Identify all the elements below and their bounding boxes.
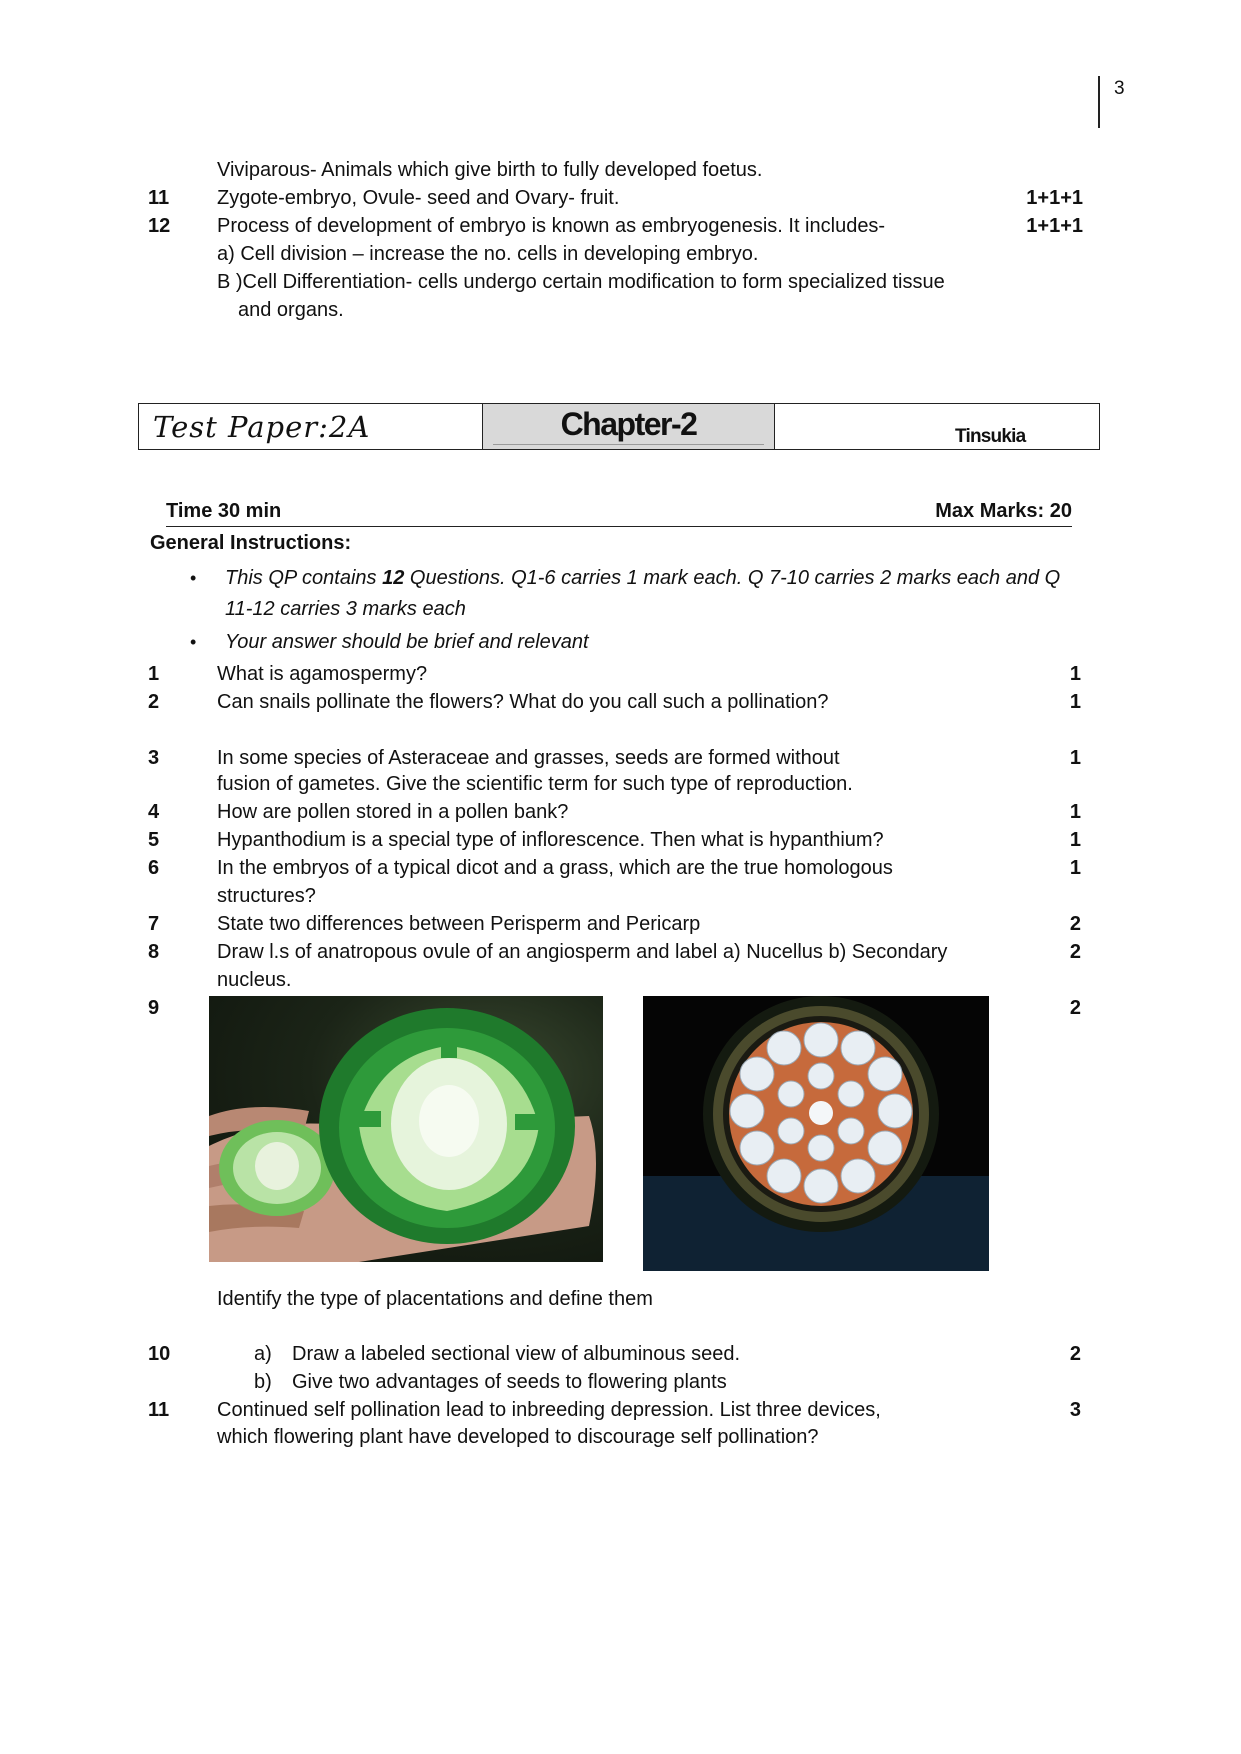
instruction-item	[0, 564, 1241, 592]
sub-question-text: Draw a labeled sectional view of albuminous seed.	[292, 1343, 741, 1365]
question-text: structures?	[217, 885, 316, 907]
instruction-item	[0, 628, 1241, 656]
question-text: fusion of gametes. Give the scientific term for such type of reproduction.	[217, 773, 853, 795]
question-row	[0, 688, 1241, 716]
sub-question-label: a)	[254, 1343, 272, 1365]
question-number: 9	[148, 997, 160, 1019]
question-row	[0, 1396, 1241, 1424]
question-marks: 2	[1069, 1343, 1081, 1365]
bullet-icon: •	[190, 568, 197, 588]
question-row	[0, 910, 1241, 938]
answer-text: and organs.	[238, 299, 344, 321]
test-paper-title: Test Paper:2A	[153, 410, 371, 444]
time-label: Time 30 min	[166, 500, 282, 522]
question-text: which flowering plant have developed to discourage self pollination?	[217, 1426, 819, 1448]
answer-line	[0, 156, 1241, 184]
ovary-cross-section-image	[643, 996, 989, 1271]
instruction-text-part: Questions. Q1-6 carries 1 mark each. Q 7-10 carries 2 marks each and Q	[404, 567, 1061, 589]
question-text: In some species of Asteraceae and grasses, seeds are formed without	[217, 747, 840, 769]
question-text: Continued self pollination lead to inbreeding depression. List three devices,	[217, 1399, 881, 1421]
question-number: 6	[148, 857, 160, 879]
test-paper-header	[138, 403, 1100, 450]
answer-text: Process of development of embryo is known as embryogenesis. It includes-	[217, 215, 886, 237]
page-number: 3	[1114, 78, 1125, 99]
question-line	[0, 1368, 1241, 1396]
question-number: 4	[148, 801, 160, 823]
chapter-title: Chapter-2	[560, 406, 697, 442]
question-marks: 1	[1069, 857, 1081, 879]
question-text: Draw l.s of anatropous ovule of an angiosperm and label a) Nucellus b) Secondary	[217, 941, 948, 963]
question-row	[0, 938, 1241, 966]
answer-text: Viviparous- Animals which give birth to fully developed foetus.	[217, 159, 763, 181]
answer-marks: 1+1+1	[1026, 187, 1083, 209]
location-label: Tinsukia	[955, 426, 1026, 447]
answer-line	[0, 240, 1241, 268]
question-marks: 2	[1069, 941, 1081, 963]
question-marks: 2	[1069, 997, 1081, 1019]
question-row	[0, 826, 1241, 854]
question-number: 11	[148, 1399, 170, 1421]
page-number-rule	[1098, 76, 1100, 128]
question-row	[0, 660, 1241, 688]
general-instructions-heading: General Instructions:	[150, 532, 352, 554]
question-number: 2	[148, 691, 160, 713]
pepper-cross-section-image	[209, 996, 603, 1262]
answer-text: B )Cell Differentiation- cells undergo certain modification to form specialized tissue	[217, 271, 945, 293]
question-text: Identify the type of placentations and define them	[217, 1288, 653, 1310]
pepper-illustration	[209, 996, 603, 1262]
header-cell-title	[139, 404, 483, 449]
question-text: How are pollen stored in a pollen bank?	[217, 801, 569, 823]
question-marks: 1	[1069, 691, 1081, 713]
time-marks-row	[166, 500, 1072, 527]
question-text: What is agamospermy?	[217, 663, 428, 685]
header-cell-location	[775, 404, 1099, 449]
answer-line	[0, 296, 1241, 324]
instruction-line	[0, 595, 1241, 623]
question-text: Can snails pollinate the flowers? What do you call such a pollination?	[217, 691, 829, 713]
answer-row	[0, 212, 1241, 240]
question-line	[0, 770, 1241, 798]
question-number: 10	[148, 1343, 171, 1365]
question-text: Hypanthodium is a special type of inflorescence. Then what is hypanthium?	[217, 829, 884, 851]
instruction-text	[225, 564, 1060, 592]
question-row	[0, 994, 1241, 1022]
answer-text: a) Cell division – increase the no. cells in developing embryo.	[217, 243, 759, 265]
question-row	[0, 744, 1241, 772]
question-number: 5	[148, 829, 160, 851]
max-marks-label: Max Marks: 20	[935, 500, 1072, 522]
question-number: 7	[148, 913, 160, 935]
question-line	[0, 1423, 1241, 1451]
header-cell-chapter	[483, 404, 775, 449]
question-marks: 1	[1069, 747, 1081, 769]
question-text: In the embryos of a typical dicot and a grass, which are the true homologous	[217, 857, 893, 879]
question-number: 1	[148, 663, 160, 685]
answer-marks: 1+1+1	[1026, 215, 1083, 237]
sub-question-text: Give two advantages of seeds to flowering plants	[292, 1371, 727, 1393]
question-row	[0, 854, 1241, 882]
instruction-text: Your answer should be brief and relevant	[225, 631, 589, 653]
question-marks: 2	[1069, 913, 1081, 935]
instruction-text-part: This QP contains	[225, 567, 383, 589]
question-line	[0, 966, 1241, 994]
question-text: nucleus.	[217, 969, 292, 991]
question-marks: 1	[1069, 801, 1081, 823]
question-row	[0, 798, 1241, 826]
ovary-illustration	[643, 996, 989, 1271]
question-row	[0, 1340, 1241, 1368]
answer-number: 12	[148, 215, 171, 237]
answer-number: 11	[148, 187, 170, 209]
question-caption	[0, 1285, 1241, 1313]
question-number: 8	[148, 941, 160, 963]
question-marks: 1	[1069, 829, 1081, 851]
question-line	[0, 882, 1241, 910]
question-number: 3	[148, 747, 160, 769]
answer-row	[0, 184, 1241, 212]
question-text: State two differences between Perisperm and Pericarp	[217, 913, 701, 935]
instruction-count: 12	[382, 567, 405, 589]
question-marks: 1	[1069, 663, 1081, 685]
answer-line	[0, 268, 1241, 296]
sub-question-label: b)	[254, 1371, 272, 1393]
bullet-icon: •	[190, 632, 197, 652]
question-marks: 3	[1069, 1399, 1081, 1421]
answer-text: Zygote-embryo, Ovule- seed and Ovary- fruit.	[217, 187, 620, 209]
instruction-text: 11-12 carries 3 marks each	[225, 598, 466, 620]
